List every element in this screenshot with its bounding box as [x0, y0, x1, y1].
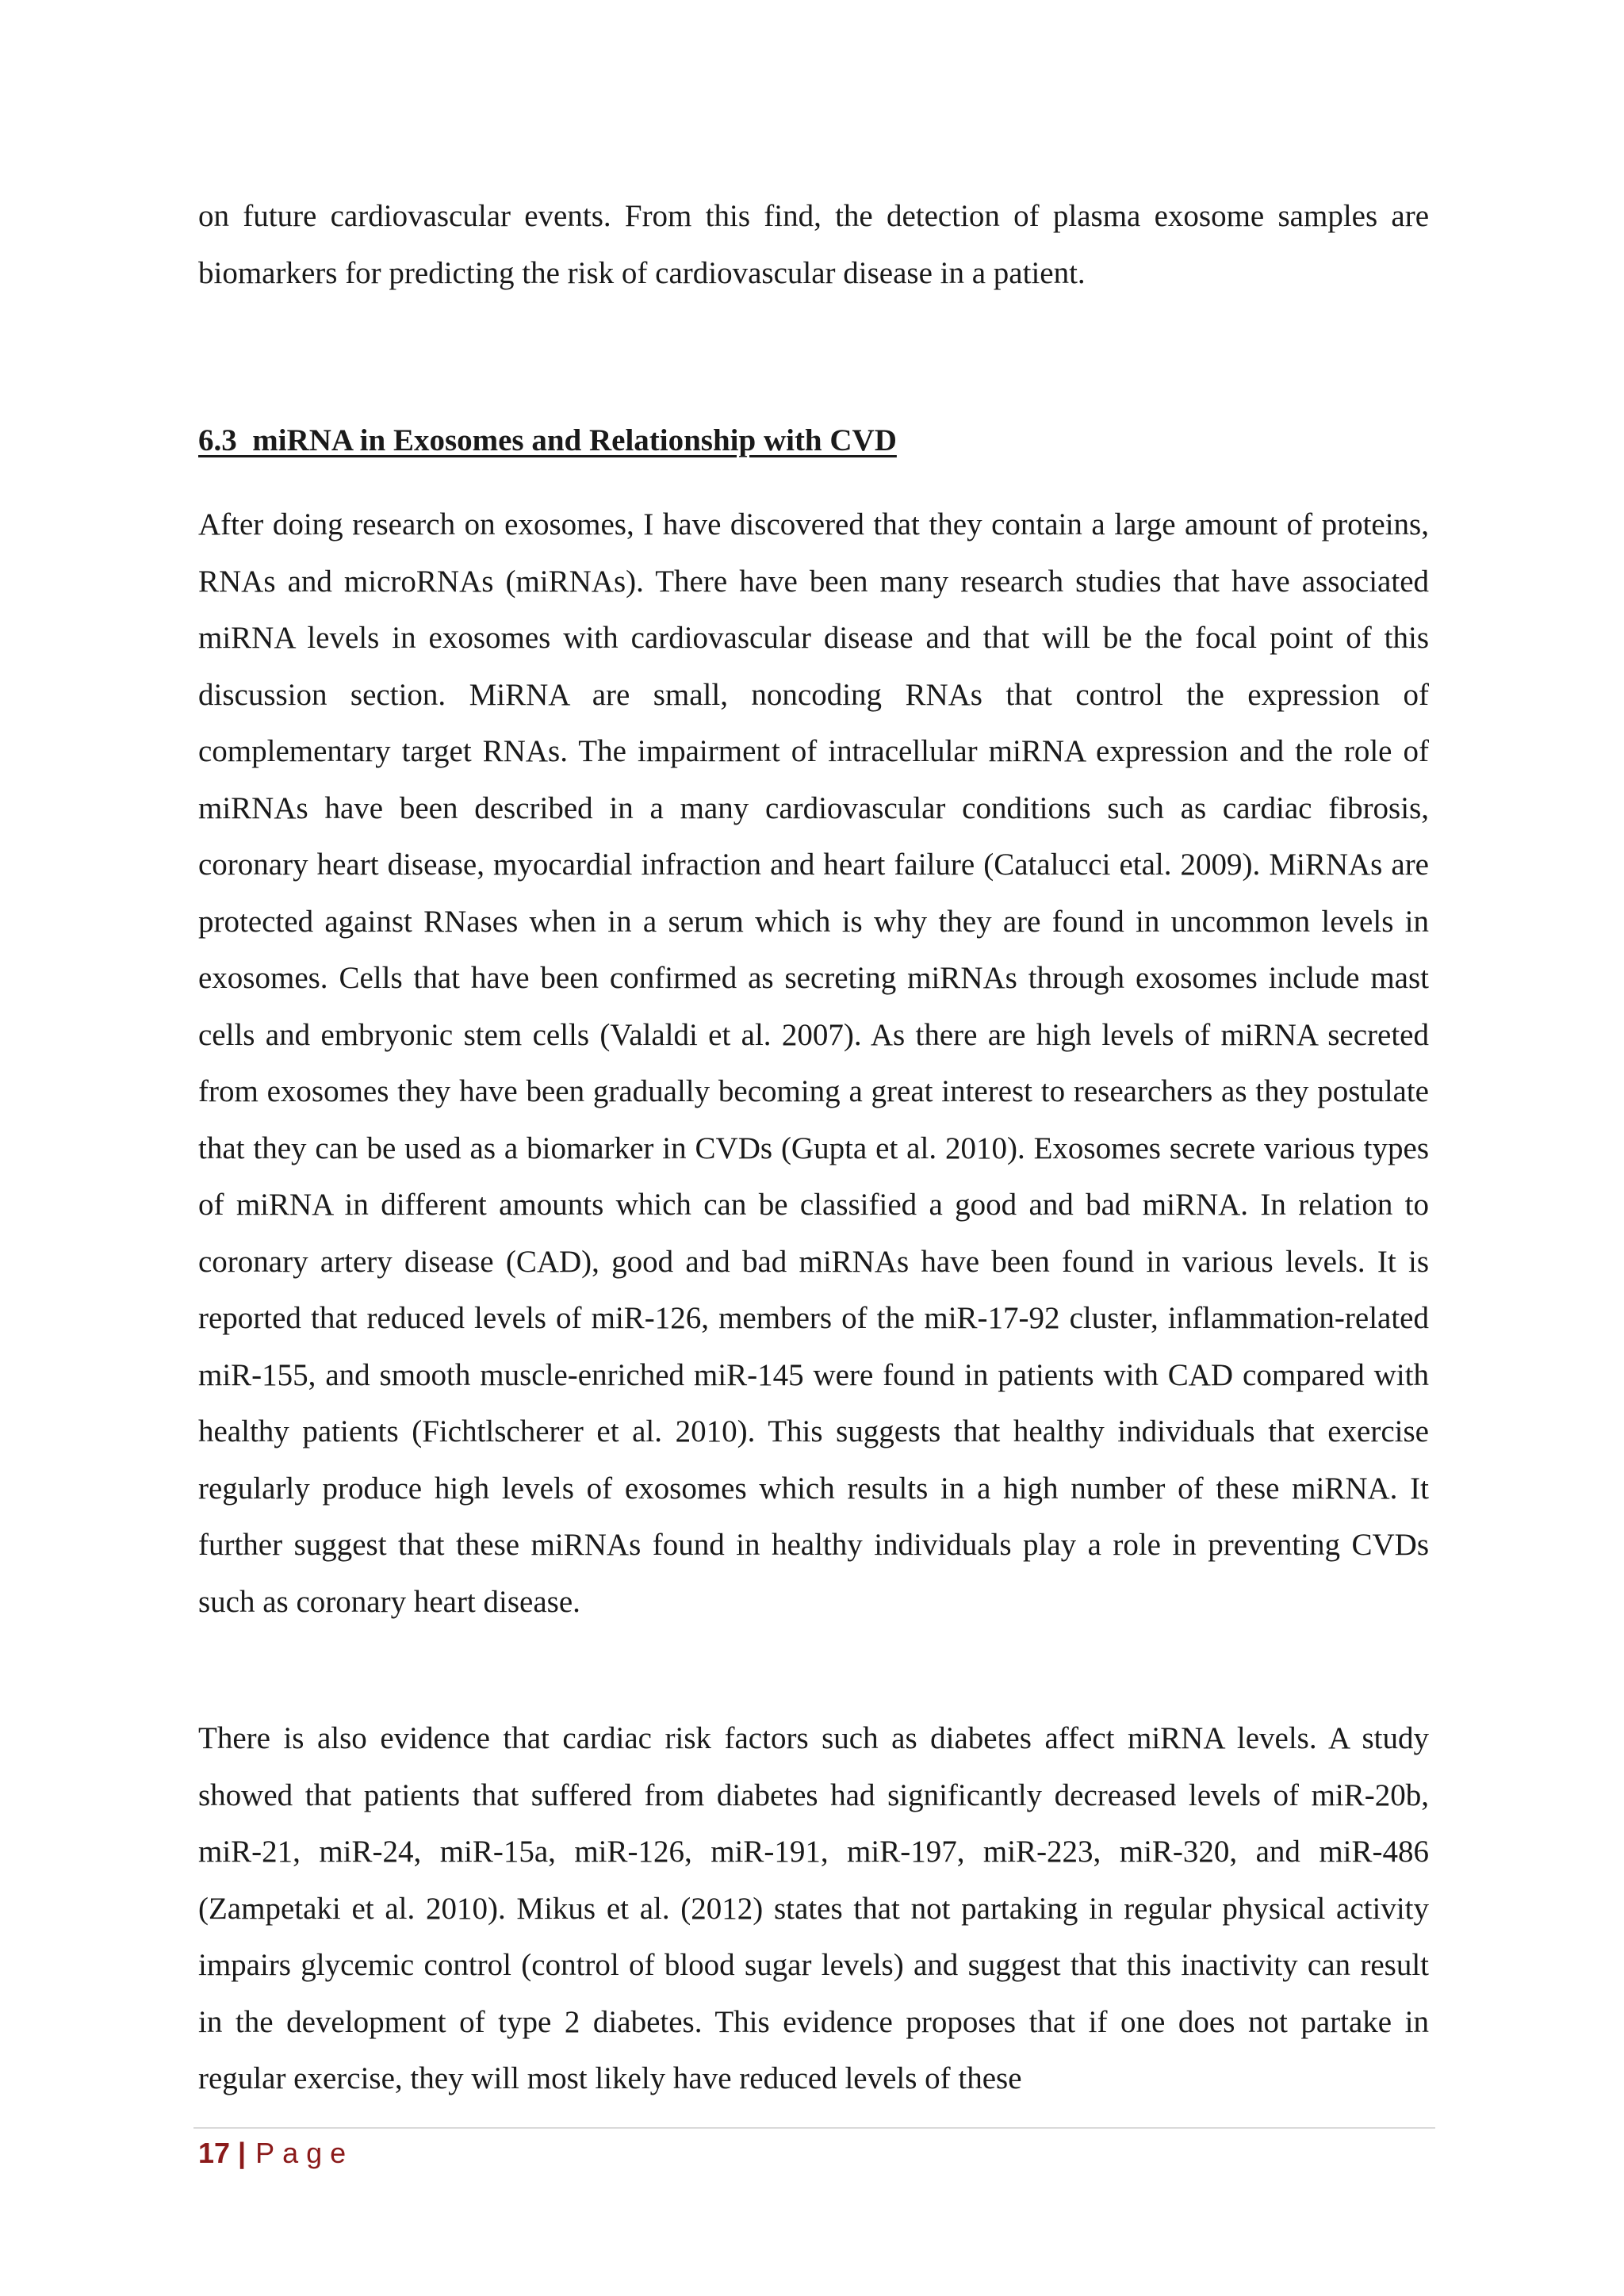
paragraph-1: After doing research on exosomes, I have discovered that they contain a large amount of proteins, RNAs and microRNAs (miRNAs). There have been many research studies that have associated miRNA levels in exosomes with cardiovascular disease and that will be the focal point of this discussion section. MiRNA are small, noncoding RNAs that control the expression of complementary target RNAs. The impairment of intracellular miRNA expression and the role of miRNAs have been described in a many cardiovascular conditions such as cardiac fibrosis, coronary heart disease, myocardial infraction and heart failure (Catalucci etal. 2009). MiRNAs are protected against RNases when in a serum which is why they are found in uncommon levels in exosomes. Cells that have been confirmed as secreting miRNAs through exosomes include mast cells and embryonic stem cells (Valaldi et al. 2007). As there are high levels of miRNA secreted from exosomes they have been gradually becoming a great interest to researchers as they postulate that they can be used as a biomarker in CVDs (Gupta et al. 2010). Exosomes secrete various types of miRNA in different amounts which can be classified a good and bad miRNA. In relation to coronary artery disease (CAD), good and bad miRNAs have been found in various levels. It is reported that reduced levels of miR-126, members of the miR-17-92 cluster, inflammation-related miR-155, and smooth muscle-enriched miR-145 were found in patients with CAD compared with healthy patients (Fichtlscherer et al. 2010). This suggests that healthy individuals that exercise regularly produce high levels of exosomes which results in a high number of these miRNA. It further suggest that these miRNAs found in healthy individuals play a role in preventing CVDs such as coronary heart disease.: [198, 507, 1429, 1619]
continued-paragraph: on future cardiovascular events. From this find, the detection of plasma exosome samples are biomarkers for predicting the risk of cardiovascular disease in a patient.: [198, 199, 1429, 290]
paragraph-2: There is also evidence that cardiac risk factors such as diabetes affect miRNA levels. A study showed that patients that suffered from diabetes had significantly decreased levels of miR-20b, miR-21, miR-24, miR-15a, miR-126, miR-191, miR-197, miR-223, miR-320, and miR-486 (Zampetaki et al. 2010). Mikus et al. (2012) states that not partaking in regular physical activity impairs glycemic control (control of blood sugar levels) and suggest that this inactivity can result in the development of type 2 diabetes. This evidence proposes that if one does not partake in regular exercise, they will most likely have reduced levels of these: [198, 1721, 1429, 2095]
section-heading: 6.3 miRNA in Exosomes and Relationship with CVD: [198, 423, 897, 457]
footer-divider: [193, 2127, 1435, 2129]
page-footer: [198, 2131, 354, 2175]
page-label: Page: [255, 2137, 354, 2169]
footer-separator: |: [238, 2137, 247, 2169]
page-number: 17: [198, 2137, 231, 2169]
